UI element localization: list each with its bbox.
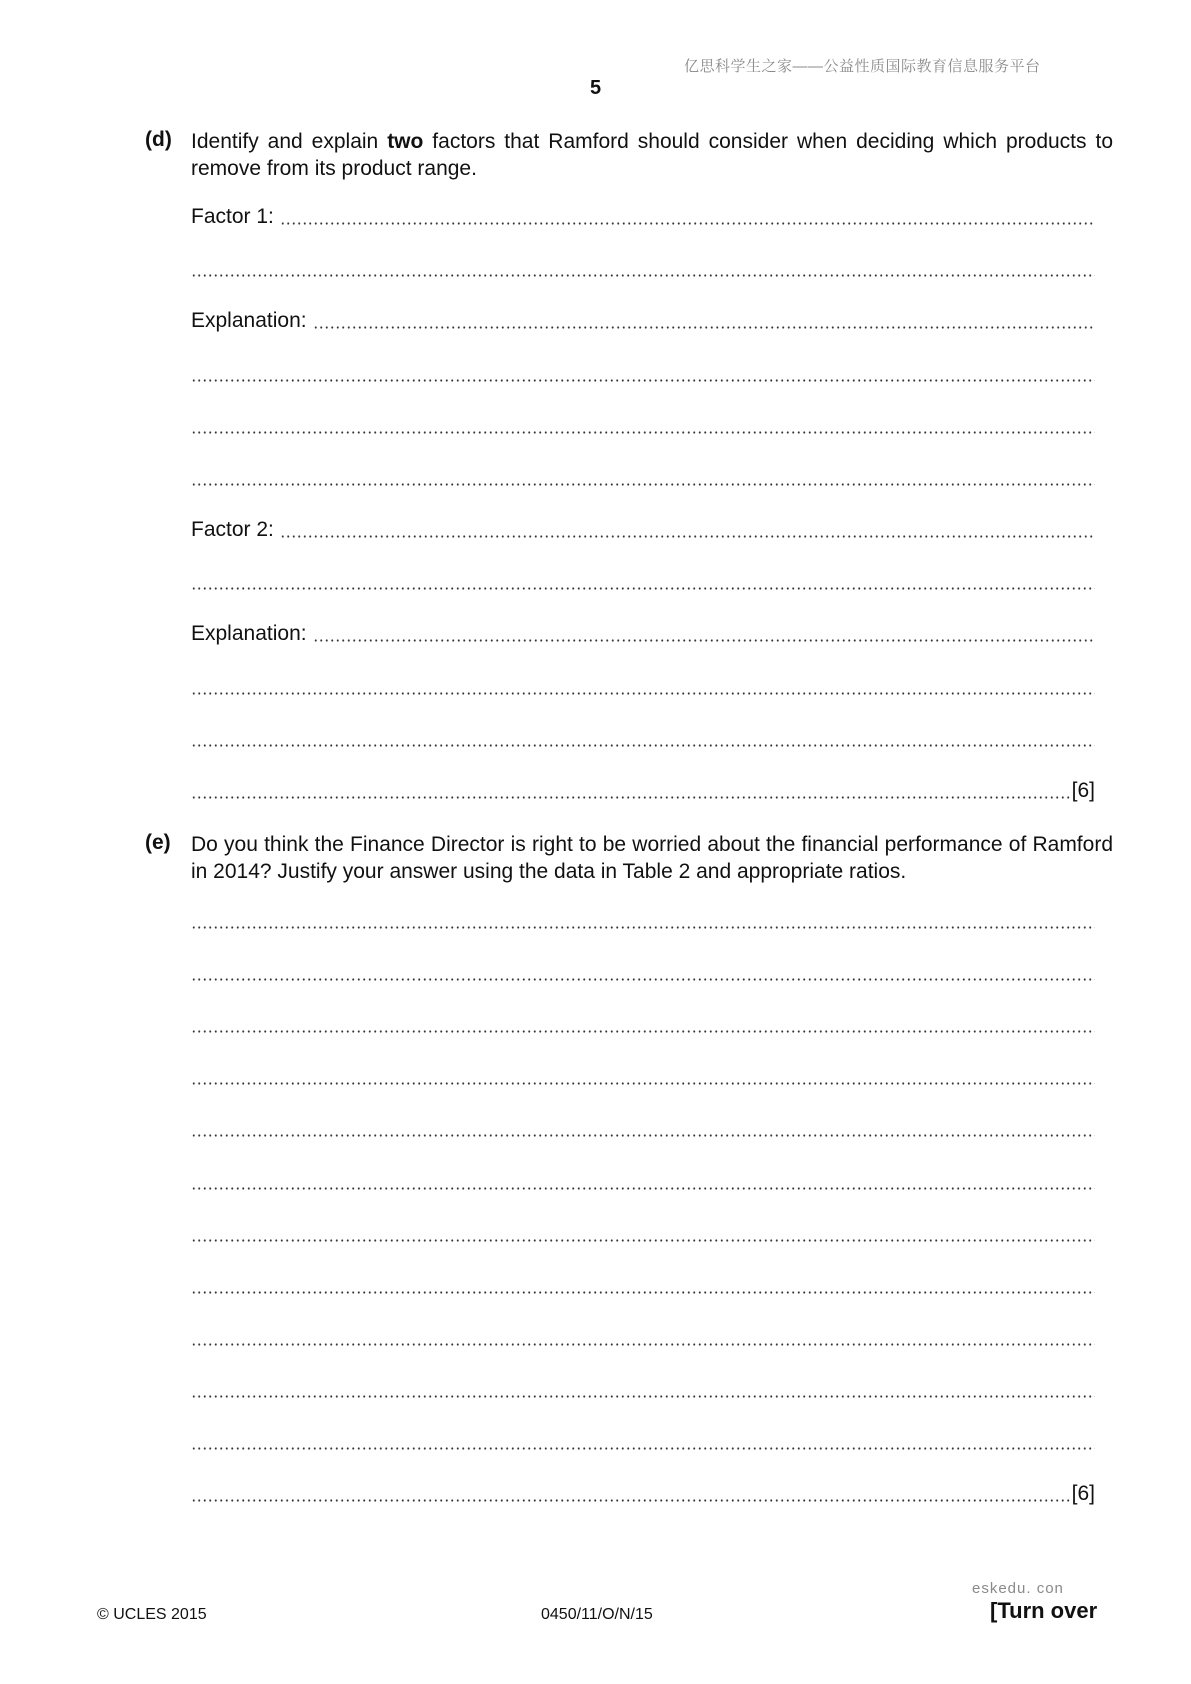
answer-line-d-explanation2[interactable] (191, 622, 1095, 646)
answer-line-e[interactable] (191, 1326, 1095, 1350)
answer-line-e[interactable] (191, 1170, 1095, 1194)
answer-line-e[interactable] (191, 1378, 1095, 1402)
answer-line-d[interactable] (191, 414, 1095, 438)
answer-line-d-explanation1[interactable] (191, 309, 1095, 333)
question-d-label: (d) (145, 128, 172, 151)
answer-line-e[interactable] (191, 1222, 1095, 1246)
answer-line-d[interactable] (191, 257, 1095, 281)
factor1-label: Factor 1: (191, 205, 274, 228)
answer-line-d[interactable] (191, 727, 1095, 751)
question-d-text: Identify and explain two factors that Ramford should consider when deciding which products to remove from its product range. (191, 130, 1113, 180)
answer-line-d[interactable] (191, 362, 1095, 386)
copyright: © UCLES 2015 (97, 1606, 207, 1623)
answer-line-d-factor1[interactable] (191, 205, 1095, 229)
turn-over: [Turn over (990, 1598, 1098, 1623)
header-watermark: 亿思科学生之家——公益性质国际教育信息服务平台 (684, 58, 1041, 75)
factor2-label: Factor 2: (191, 518, 274, 541)
answer-line-e[interactable] (191, 961, 1095, 985)
answer-line-d-factor2[interactable] (191, 518, 1095, 542)
explanation1-label: Explanation: (191, 309, 307, 332)
question-e-marks: [6] (1071, 1482, 1095, 1505)
answer-line-d-last[interactable] (191, 779, 1095, 803)
answer-line-d[interactable] (191, 466, 1095, 490)
answer-line-e[interactable] (191, 1274, 1095, 1298)
answer-line-d[interactable] (191, 675, 1095, 699)
answer-line-e[interactable] (191, 1065, 1095, 1089)
footer-watermark: eskedu. con (972, 1580, 1064, 1597)
question-e-text: Do you think the Finance Director is right to be worried about the financial performance of Ramford in 2014? Justify your answer using the data in Table 2 and appropriate ratios. (191, 833, 1113, 883)
answer-line-e[interactable] (191, 909, 1095, 933)
page-number: 5 (589, 77, 602, 99)
answer-line-e[interactable] (191, 1430, 1095, 1454)
paper-code: 0450/11/O/N/15 (541, 1606, 653, 1623)
answer-line-d[interactable] (191, 570, 1095, 594)
explanation2-label: Explanation: (191, 622, 307, 645)
question-d-marks: [6] (1071, 779, 1095, 802)
answer-line-e[interactable] (191, 1013, 1095, 1037)
answer-line-e[interactable] (191, 1117, 1095, 1141)
answer-line-e-last[interactable] (191, 1482, 1095, 1506)
question-e-label: (e) (145, 831, 171, 854)
